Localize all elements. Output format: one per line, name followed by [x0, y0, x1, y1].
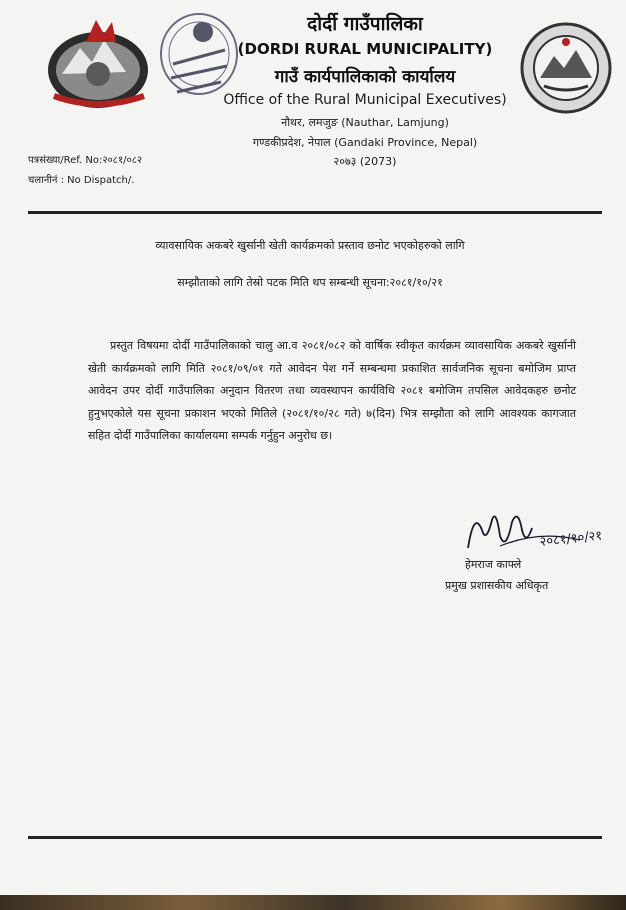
photo-background-strip: [0, 895, 626, 910]
municipality-name-english: (DORDI RURAL MUNICIPALITY): [237, 40, 493, 58]
subject-line-2: सम्झौताको लागि तेस्रो पटक मिति थप सम्बन्धी सूचना:२०८१/१०/२१: [177, 276, 443, 289]
office-name-nepali: गाउँ कार्यपालिकाको कार्यालय: [274, 67, 456, 87]
address-line-1: नौथर, लमजुङ (Nauthar, Lamjung): [281, 116, 449, 129]
office-name-english: Office of the Rural Municipal Executives): [223, 92, 507, 108]
dispatch-number: चलानीनं : No Dispatch/.: [28, 175, 135, 186]
nepal-emblem-logo: [40, 12, 158, 112]
signature-date: २०८१/१०/२१: [538, 528, 603, 550]
municipality-seal-logo: [518, 20, 614, 116]
footer-divider: [28, 836, 602, 839]
address-line-2: गण्डकीप्रदेश, नेपाल (Gandaki Province, Nepal): [252, 136, 478, 149]
reference-number: पत्रसंख्या/Ref. No:२०८१/०८२: [28, 155, 143, 166]
established-year: २०७३ (2073): [333, 155, 397, 168]
municipality-name-nepali: दोर्दी गाउँपालिका: [307, 13, 423, 35]
signatory-name: हेमराज काफ्ले: [465, 558, 522, 571]
notice-body-paragraph: प्रस्तुत विषयमा दोर्दी गाउँपालिकाको चालु आ.व २०८१/०८२ को वार्षिक स्वीकृत कार्यक्रम व्यावसायिक अकबरे खुर्सानी खेती कार्यक्रमको लागि मिति २०८१/०९/०१ गते आवेदन पेश गर्ने सम्बन्धमा प्रकाशित सार्वजनिक सूचना बमोजिम प्राप्त आवेदन उपर दोर्दी गाउँपालिका अनुदान वितरण तथा व्यवस्थापन कार्यविधि २०८१ बमोजिम तपसिल आवेदकहरु छनोट हुनुभएकोले यस सूचना प्रकाशन भएको मितिले (२०८१/१०/२८ गते) ७(दिन) भित्र सम्झौता को लागि आवश्यक कागजात सहित दोर्दी गाउँपालिका कार्यालयमा सम्पर्क गर्नुहुन अनुरोध छ।: [88, 339, 576, 442]
signatory-title: प्रमुख प्रशासकीय अधिकृत: [445, 579, 549, 592]
header-divider: [28, 211, 602, 214]
subject-line-1: व्यावसायिक अकबरे खुर्सानी खेती कार्यक्रमको प्रस्ताव छनोट भएकोहरुको लागि: [155, 239, 465, 252]
